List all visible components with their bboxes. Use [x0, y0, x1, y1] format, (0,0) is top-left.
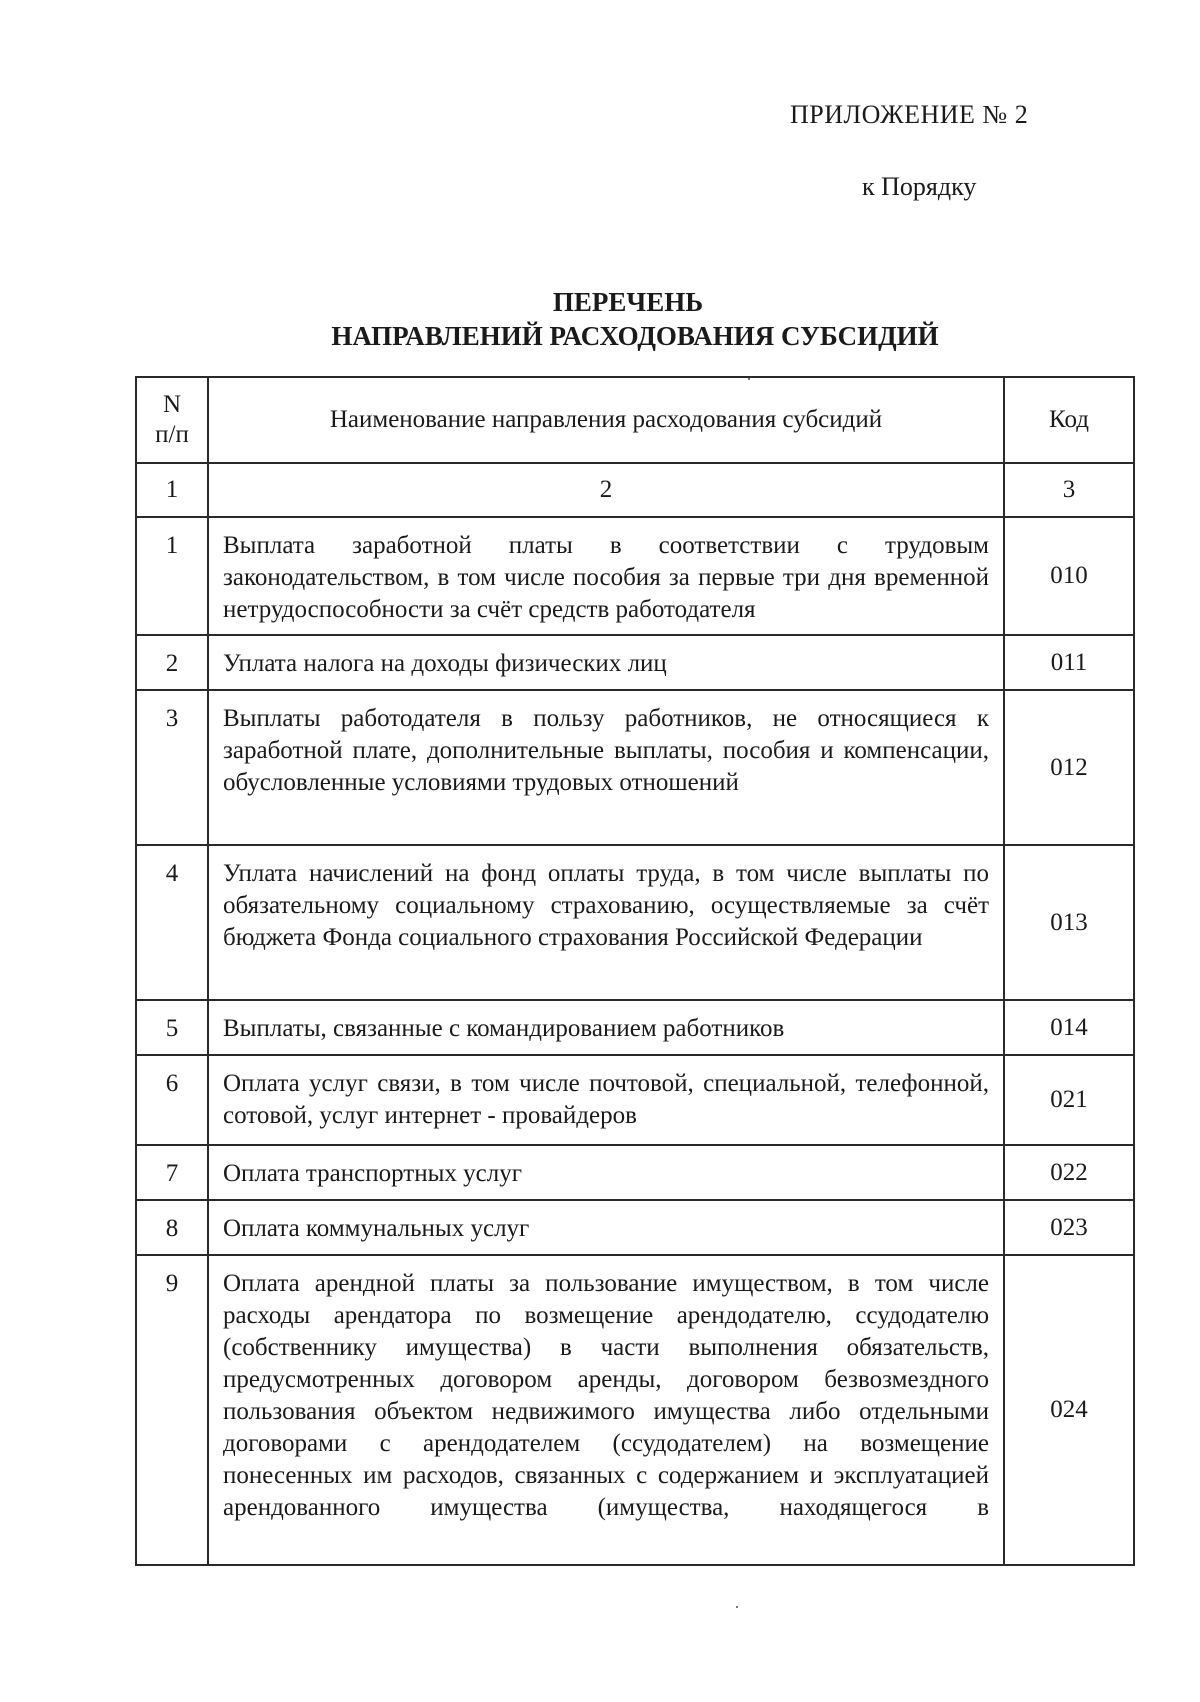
expense-directions-table [135, 376, 1135, 1566]
row-name: Выплата заработной платы в соответствии с трудовым законодательством, в том числе пособия за первые три дня временной нетрудоспособности за счёт средств работодателя [208, 517, 1004, 635]
table-index-row [136, 463, 1134, 517]
index-cell-2: 2 [208, 463, 1004, 517]
header-name: Наименование направления расходования субсидий [208, 377, 1004, 463]
row-name: Выплаты, связанные с командированием работников [208, 1000, 1004, 1055]
row-name: Оплата арендной платы за пользование имуществом, в том числе расходы арендатора по возмещение арендодателю, ссудодателю (собственнику имущества) в части выполнения обязательств, предусмотренных договором аренды, договором безвозмездного пользования объектом недвижимого имущества либо отдельными договорами с арендодателем (ссудодателем) на возмещение понесенных им расходов, связанных с содержанием и эксплуатацией арендованного имущества (имущества, находящегося в [208, 1255, 1004, 1565]
table-header-row [136, 377, 1134, 463]
row-code: 021 [1004, 1055, 1134, 1145]
to-order-label: к Порядку [862, 172, 977, 201]
row-code: 013 [1004, 845, 1134, 1000]
row-name: Оплата коммунальных услуг [208, 1200, 1004, 1255]
row-name: Оплата транспортных услуг [208, 1145, 1004, 1200]
table-row [136, 690, 1134, 845]
row-code: 010 [1004, 517, 1134, 635]
row-num: 5 [136, 1000, 208, 1055]
scan-speck [736, 1606, 738, 1608]
table-row [136, 1055, 1134, 1145]
row-num: 6 [136, 1055, 208, 1145]
index-cell-3: 3 [1004, 463, 1134, 517]
table-row [136, 1200, 1134, 1255]
row-num: 9 [136, 1255, 208, 1565]
table-row [136, 845, 1134, 1000]
document-subtitle: НАПРАВЛЕНИЙ РАСХОДОВАНИЯ СУБСИДИЙ [331, 321, 939, 351]
document-title: ПЕРЕЧЕНЬ [552, 287, 704, 317]
row-code: 024 [1004, 1255, 1134, 1565]
scan-speck [748, 378, 750, 380]
table-row [136, 1255, 1134, 1565]
header-num [136, 377, 208, 463]
index-cell-1: 1 [136, 463, 208, 517]
table-row [136, 1000, 1134, 1055]
row-num: 8 [136, 1200, 208, 1255]
row-code: 023 [1004, 1200, 1134, 1255]
row-num: 2 [136, 635, 208, 690]
row-name: Уплата налога на доходы физических лиц [208, 635, 1004, 690]
row-name: Оплата услуг связи, в том числе почтовой, специальной, телефонной, сотовой, услуг интернет - провайдеров [208, 1055, 1004, 1145]
row-num: 4 [136, 845, 208, 1000]
header-code: Код [1004, 377, 1134, 463]
row-name: Выплаты работодателя в пользу работников, не относящиеся к заработной плате, дополнительные выплаты, пособия и компенсации, обусловленные условиями трудовых отношений [208, 690, 1004, 845]
row-num: 3 [136, 690, 208, 845]
table-row [136, 635, 1134, 690]
table-row [136, 517, 1134, 635]
header-num-label: N п/п [155, 391, 189, 448]
row-code: 022 [1004, 1145, 1134, 1200]
row-code: 014 [1004, 1000, 1134, 1055]
appendix-heading: ПРИЛОЖЕНИЕ № 2 [790, 100, 1029, 129]
row-num: 7 [136, 1145, 208, 1200]
row-code: 011 [1004, 635, 1134, 690]
table-row [136, 1145, 1134, 1200]
row-code: 012 [1004, 690, 1134, 845]
row-name: Уплата начислений на фонд оплаты труда, в том числе выплаты по обязательному социальному страхованию, осуществляемые за счёт бюджета Фонда социального страхования Российской Федерации [208, 845, 1004, 1000]
row-num: 1 [136, 517, 208, 635]
